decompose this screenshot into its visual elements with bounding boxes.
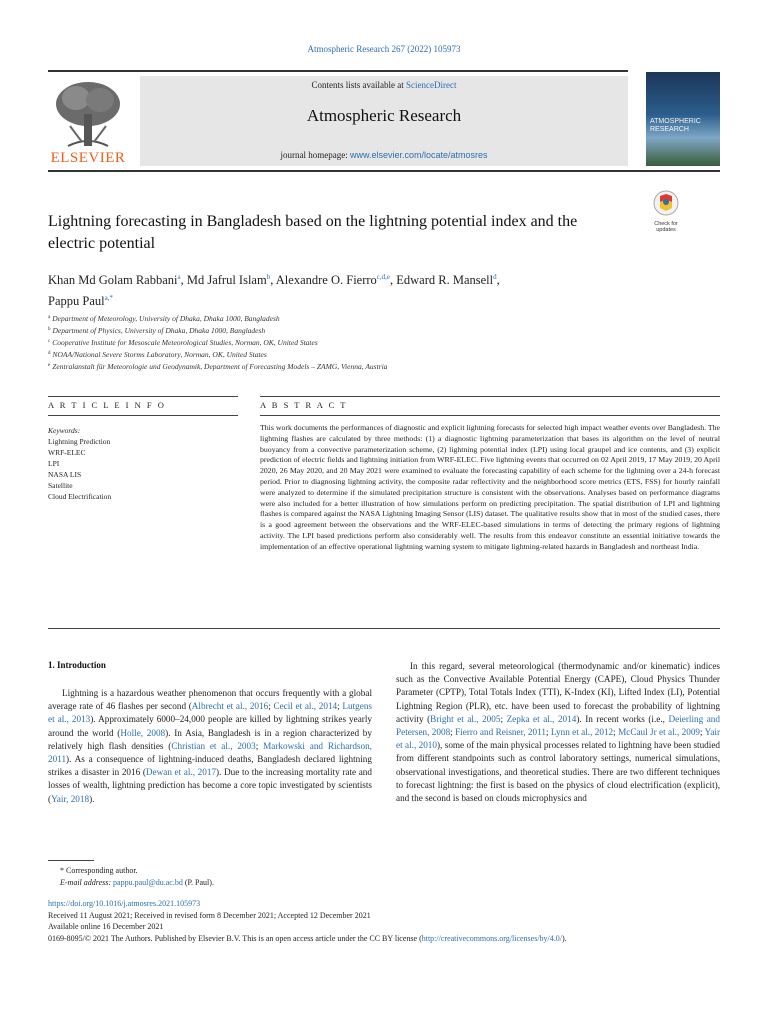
license-suffix: ).	[562, 933, 567, 943]
affiliation-list	[48, 312, 668, 372]
body-text: ). As a consequence of lightning-induced deaths, Bangladesh declared lightning strikes a disaster in 2016 (	[48, 754, 372, 778]
article-info-rule-lower	[48, 415, 238, 416]
abstract-text: This work documents the performances of diagnostic and explicit lightning forecasts for selected high impact weather events over Bangladesh. The lightning flashes are calculated by three methods: (1) a diagnostic lightning parameterization that bases its algorithm on the level of neutral buoyancy from a convective parameterization scheme, (2) lightning potential index (LPI) using local graupel and ice contents, and (3) explicit prediction of electric fields and lightning initiation from WRF-ELEC. Five lightning events that occurred on 02 April 2019, 17 May 2019, 20 April 2020, 26 May 2020, and 20 May 2021 were examined to evaluate the forecasting capability of each scheme for the lightning over a 24-h forecast period. Prior to diagnosing lightning activity, the composite radar reflectivity and the neighborhood score metrics (ETS, FSS) for hourly rainfall were analyzed to determine if the simulated precipitation structure is consistent with the observations. Analyses based on performance diagrams were also included for a better illustration of how simulations perform on predicting precipitation. The spatial distribution of LPI and lightning flashes is compared against the NASA Lightning Imaging Sensor (LIS) dataset. The qualitative results show that in most of the studied cases, there is a good agreement between the observations and the WRF-ELEC-based simulations in terms of detecting the primary regions of lightning activity. The LPI based predictions perform also considerably well. The results from this endeavor constitute an essential initiative towards the implementation of an effective operational lightning warning system to mitigate lightning-related hazards in Bangladesh and northeast India.	[260, 423, 720, 551]
footnote	[60, 865, 700, 889]
author-affil-marker[interactable]: b	[266, 273, 271, 281]
article-title: Lightning forecasting in Bangladesh based on the lightning potential index and the electric potential	[48, 213, 578, 252]
contents-prefix: Contents lists available at	[311, 80, 406, 90]
article-metadata	[48, 898, 738, 944]
affiliation-text: Cooperative Institute for Mesoscale Meteorological Studies, Norman, OK, United States	[52, 338, 318, 347]
intro-heading: 1. Introduction	[48, 660, 106, 670]
author-name[interactable]: Khan Md Golam Rabbani	[48, 273, 178, 287]
author-separator: ,	[270, 273, 276, 287]
keywords-label: Keywords:	[48, 426, 81, 435]
abstract-end-rule	[48, 628, 720, 629]
received-dates: Received 11 August 2021; Received in revised form 8 December 2021; Accepted 12 December 2021	[48, 910, 371, 920]
affiliation-text: NOAA/National Severe Storms Laboratory, Norman, OK, United States	[52, 350, 267, 359]
header-rule-bottom	[48, 170, 720, 172]
citation-link[interactable]: Dewan et al., 2017	[145, 767, 217, 778]
body-text: ).	[89, 793, 95, 804]
homepage-label: journal homepage:	[280, 150, 350, 160]
affiliation-marker: d	[48, 351, 51, 356]
keyword-item: Lightning Prediction	[48, 437, 111, 446]
keyword-item: WRF-ELEC	[48, 448, 86, 457]
citation-link[interactable]: Deierling and Petersen, 2008	[396, 713, 720, 738]
affiliation-item	[48, 360, 668, 372]
email-suffix: (P. Paul).	[182, 878, 214, 887]
citation-link[interactable]: Holle, 2008	[120, 727, 166, 738]
body-text: Lightning is a hazardous weather phenomenon that occurs frequently with a global average rate of 46 flashes per second (	[48, 688, 372, 712]
body-text: ;	[613, 727, 619, 738]
email-link[interactable]: pappu.paul@du.ac.bd	[113, 878, 183, 887]
header-rule-top	[48, 70, 628, 72]
journal-header-box	[140, 76, 628, 166]
intro-right-column	[396, 660, 720, 805]
intro-left-column	[48, 687, 372, 806]
author-separator: ,	[180, 273, 187, 287]
abstract-rule	[260, 396, 720, 397]
body-text: In this regard, several meteorological (thermodynamic and/or kinematic) indices such as the Convective Available Potential Energy (CAPE), Cloud Physics Thunder Parameter (CPTP), Total Totals Index (TTI), K-Index (KI), Lifted Index (LI), Potential Lightning Region (PLR), etc. have been used to forecast the probability of lightning activity (	[396, 661, 720, 724]
article-info-heading: A R T I C L E I N F O	[48, 400, 166, 410]
contents-line	[140, 80, 628, 90]
body-text: ), some of the main physical processes related to lightning have been studied from different standpoints such as control laboratory settings, numerical simulations, observational investigations, and theoretical studies. There are two different techniques to forecast lightning: the first is based on the physics of cloud electrification (explicit), and the second is based on clouds microphysics and	[396, 740, 720, 804]
keyword-item: LPI	[48, 459, 60, 468]
affiliation-marker: a	[48, 315, 51, 320]
journal-title: Atmospheric Research	[306, 106, 462, 125]
email-label: E-mail address:	[60, 878, 114, 887]
citation-link[interactable]: Zepka et al., 2014	[506, 713, 577, 724]
author-name[interactable]: Alexandre O. Fierro	[275, 273, 377, 287]
citation-link[interactable]: Lynn et al., 2012	[550, 727, 614, 738]
body-text: ;	[700, 727, 705, 738]
affiliation-text: Department of Physics, University of Dhaka, Dhaka 1000, Bangladesh	[52, 326, 266, 335]
body-text: ). Approximately 6000–24,000 people are killed by lightning strikes yearly around the world (	[48, 714, 372, 738]
affiliation-text: Department of Meteorology, University of Dhaka, Dhaka 1000, Bangladesh	[52, 314, 280, 323]
citation-link[interactable]: Fierro and Reisner, 2011	[455, 727, 546, 738]
body-text: ;	[545, 727, 551, 738]
abstract-heading: A B S T R A C T	[260, 400, 348, 410]
citation-link[interactable]: Cecil et al., 2014	[273, 701, 338, 712]
body-text: ;	[450, 727, 456, 738]
citation-link[interactable]: Bright et al., 2005	[430, 713, 501, 724]
keyword-item: Satellite	[48, 481, 73, 490]
sciencedirect-link[interactable]: ScienceDirect	[406, 80, 457, 90]
author-affil-marker[interactable]: c,d,e	[376, 273, 391, 281]
online-date: Available online 16 December 2021	[48, 922, 164, 931]
article-info-rule	[48, 396, 238, 397]
author-list	[48, 268, 668, 310]
citation-link[interactable]: Christian et al., 2003	[171, 740, 256, 751]
author-name[interactable]: Edward R. Mansell	[396, 273, 494, 287]
journal-homepage-line	[140, 150, 628, 160]
body-text: ). Due to the increasing mortality rate and losses of wealth, lightning prediction has become a core topic investigated by scientists (	[48, 767, 372, 804]
journal-reference[interactable]: Atmospheric Research 267 (2022) 105973	[307, 44, 461, 54]
body-text: ). In recent works (i.e.,	[576, 713, 669, 724]
author-affil-marker[interactable]: a	[177, 273, 181, 281]
affiliation-item	[48, 312, 668, 324]
check-for-updates-button[interactable]	[646, 190, 686, 233]
author-separator: ,	[390, 273, 397, 287]
body-text: ;	[255, 740, 264, 751]
cover-title: ATMOSPHERIC RESEARCH	[650, 118, 701, 133]
citation-link[interactable]: Lutgens et al., 2013	[48, 701, 373, 725]
journal-cover-thumbnail[interactable]	[646, 72, 720, 166]
keywords-block	[48, 425, 228, 502]
doi-link[interactable]: https://doi.org/10.1016/j.atmosres.2021.105973	[48, 899, 201, 908]
keyword-item: Cloud Electrification	[48, 492, 112, 501]
elsevier-wordmark: ELSEVIER	[50, 150, 126, 166]
check-for-updates-label: Check for updates	[654, 221, 678, 233]
citation-link[interactable]: Yair et al., 2010	[396, 727, 721, 751]
author-name[interactable]: Md Jafrul Islam	[186, 273, 267, 287]
affiliation-text: Zentralanstalt für Meteorologie und Geodynamik, Department of Forecasting Models – ZAMG, Vienna, Austria	[52, 362, 388, 371]
check-for-updates-icon	[653, 190, 679, 216]
keyword-item: NASA LIS	[48, 470, 82, 479]
affiliation-marker: b	[48, 327, 51, 332]
email-line	[60, 877, 700, 889]
author-affil-marker[interactable]: d	[493, 273, 497, 281]
license-line	[48, 933, 738, 945]
citation-link[interactable]: Albrecht et al., 2016	[191, 701, 269, 712]
author-name[interactable]: Pappu Paul	[48, 294, 105, 308]
author-affil-marker[interactable]: a,*	[104, 294, 113, 302]
citation-link[interactable]: McCaul Jr et al., 2009	[618, 727, 701, 738]
license-link[interactable]: http://creativecommons.org/licenses/by/4.0/	[421, 933, 563, 943]
citation-link[interactable]: Markowski and Richardson, 2011	[48, 740, 372, 765]
abstract-rule-lower	[260, 415, 720, 416]
affiliation-marker: e	[48, 363, 51, 368]
citation-link[interactable]: Yair, 2018	[51, 793, 90, 804]
body-text: ). In Asia, Bangladesh is in a region characterized by relatively high flash densities (	[48, 727, 372, 751]
body-text: ;	[337, 701, 343, 712]
corresponding-author-note: * Corresponding author.	[60, 866, 138, 875]
homepage-link[interactable]: www.elsevier.com/locate/atmosres	[349, 150, 488, 160]
body-text: ;	[268, 701, 274, 712]
body-text: ;	[500, 713, 507, 724]
affiliation-item	[48, 348, 668, 360]
keywords-list	[48, 436, 228, 502]
license-prefix: 0169-8095/© 2021 The Authors. Published by Elsevier B.V. This is an open access article under the CC BY license (	[48, 933, 422, 943]
affiliation-marker: c	[48, 339, 51, 344]
affiliation-item	[48, 336, 668, 348]
author-separator: ,	[496, 273, 500, 287]
footnote-rule	[48, 860, 94, 861]
affiliation-item	[48, 324, 668, 336]
